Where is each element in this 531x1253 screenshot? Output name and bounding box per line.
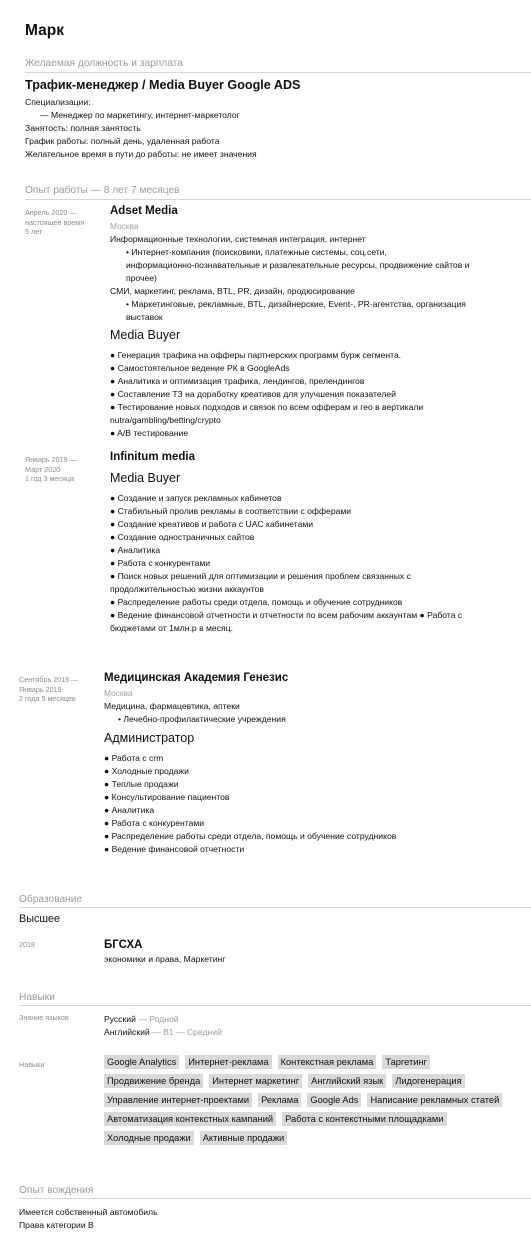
list-item: ● Теплые продажи [104,779,179,789]
list-item: ● Стабильный пролив рекламы в соответствии с офферами [110,506,352,516]
employment-type: Занятость: полная занятость [25,123,141,133]
list-item: ● A/B тестирование [110,428,189,438]
company-city: Москва [110,221,139,231]
list-item: ● Аналитика [104,805,155,815]
company-name: Adset Media [110,205,178,217]
school-faculty: экономики и права, Маркетинг [104,954,226,964]
list-item: ● Консультирование пациентов [104,792,230,802]
list-item: ● Распределение работы среди отдела, помощь и обучение сотрудников [104,831,397,841]
company-city: Москва [104,688,133,698]
section-divider [19,907,531,908]
desired-position-title: Трафик-менеджер / Media Buyer Google ADS [25,78,301,92]
list-item: ● Самостоятельное ведение РК в GoogleAds [110,363,290,373]
candidate-name: Марк [25,22,64,39]
specialization-item: — Менеджер по маркетингу, интернет-маркетолог [40,110,240,120]
commute-time: Желательное время в пути до работы: не имеет значения [25,149,257,159]
job-role: Media Buyer [110,328,181,342]
skill-tag: Контекстная реклама [278,1055,377,1069]
experience-section-title: Опыт работы — 8 лет 7 месяцев [25,185,180,196]
job-role: Media Buyer [110,471,181,485]
list-item: ● Создание и запуск рекламных кабинетов [110,493,282,503]
skill-tags [104,1055,524,1150]
school-name: БГСХА [104,939,143,951]
list-item: бюджетами от 1млн.р в месяц. [110,623,233,633]
company-name: Медицинская Академия Генезис [104,672,289,684]
list-item: ● Работа с crm [104,753,164,763]
skill-tag: Реклама [258,1093,301,1107]
job-responsibilities [110,349,520,440]
specializations-label: Специализации: [25,97,91,107]
skill-tag: Интернет-реклама [185,1055,271,1069]
job-period: Сентябрь 2016 — Январь 2019 2 года 5 месяцев [19,675,79,703]
desired-section-title: Желаемая должность и зарплата [25,58,183,69]
skills-section-title: Навыки [19,992,55,1003]
skill-tag: Работа с контекстными площадками [282,1112,446,1126]
list-item: ● Создание креативов и работа с UAC кабинетами [110,519,314,529]
skill-tag: Интернет маркетинг [209,1074,302,1088]
company-industry: Информационные технологии, системная интеграция, интернет • Интернет-компания (поисковики, платежные системы, соц.сети, информационно-познавательные и развлекательные ресурсы, продвижение сайтов и прочее) СМИ, маркетинг, реклама, BTL, PR, дизайн, продюсирование • Маркетинговые, рекламные, BTL, дизайнерские, Event-, PR-агентства, организация выставок [110,234,470,322]
graduation-year: 2018 [19,940,35,949]
languages-label: Знание языков [19,1013,69,1022]
list-item: ● Ведение финансовой отчетности и отчетности по всем рабочим аккаунтам ● Работа с [110,610,463,620]
license-category: Права категории B [19,1220,94,1230]
section-divider [25,199,531,200]
list-item: ● Генерация трафика на офферы партнерских программ бурж сегмента. [110,350,402,360]
company-industry: Медицина, фармацевтика, аптеки • Лечебно-профилактические учреждения [104,701,286,724]
skill-tag: Продвижение бренда [104,1074,203,1088]
list-item: ● Аналитика [110,545,161,555]
list-item: ● Холодные продажи [104,766,189,776]
skill-tag: Таргетинг [382,1055,430,1069]
driving-section-title: Опыт вождения [19,1185,94,1196]
list-item: ● Распределение работы среди отдела, помощь и обучение сотрудников [110,597,403,607]
skill-tag: Холодные продажи [104,1131,194,1145]
list-item: ● Составление ТЗ на доработку креативов для улучшения показателей [110,389,396,399]
job-period: Апрель 2020 — настоящее время 5 лет [25,208,85,236]
section-divider [19,1005,531,1006]
skill-tag: Google Analytics [104,1055,179,1069]
skill-tag: Английский язык [308,1074,386,1088]
work-schedule: График работы: полный день, удаленная работа [25,136,220,146]
skill-tag: Google Ads [307,1093,361,1107]
section-divider [19,1198,531,1199]
skills-label: Навыки [19,1060,45,1069]
skill-tag: Автоматизация контекстных кампаний [104,1112,276,1126]
list-item: ● Аналитика и оптимизация трафика, лендингов, прелендингов [110,376,365,386]
list-item: ● Поиск новых решений для оптимизации и решения проблем связанных с [110,571,411,581]
list-item: Русский — Родной [104,1014,179,1024]
list-item: ● Работа с конкурентами [110,558,211,568]
job-role: Администратор [104,731,195,745]
skill-tag: Управление интернет-проектами [104,1093,252,1107]
company-name: Infinitum media [110,451,195,463]
list-item: ● Ведение финансовой отчетности [104,844,245,854]
list-item: nutra/gambling/betting/crypto [110,415,221,425]
education-level: Высшее [19,913,61,925]
skill-tag: Лидогенерация [392,1074,464,1088]
education-section-title: Образование [19,894,83,905]
skill-tag: Активные продажи [200,1131,288,1145]
job-responsibilities [104,752,514,856]
list-item: ● Создание одностраничных сайтов [110,532,255,542]
list-item: Английский — B1 — Средний [104,1026,222,1037]
skill-tag: Написание рекламных статей [367,1093,502,1107]
job-responsibilities [110,492,520,635]
own-car: Имеется собственный автомобиль [19,1207,158,1217]
languages-list [104,1013,222,1038]
list-item: ● Работа с конкурентами [104,818,205,828]
job-period: Январь 2019 — Март 2020 1 год 3 месяца [25,455,77,483]
list-item: продолжительностью жизни аккаунтов [110,584,264,594]
section-divider [25,72,531,73]
list-item: ● Тестирование новых подходов и связок по всем офферам и гео в вертикали [110,402,424,412]
